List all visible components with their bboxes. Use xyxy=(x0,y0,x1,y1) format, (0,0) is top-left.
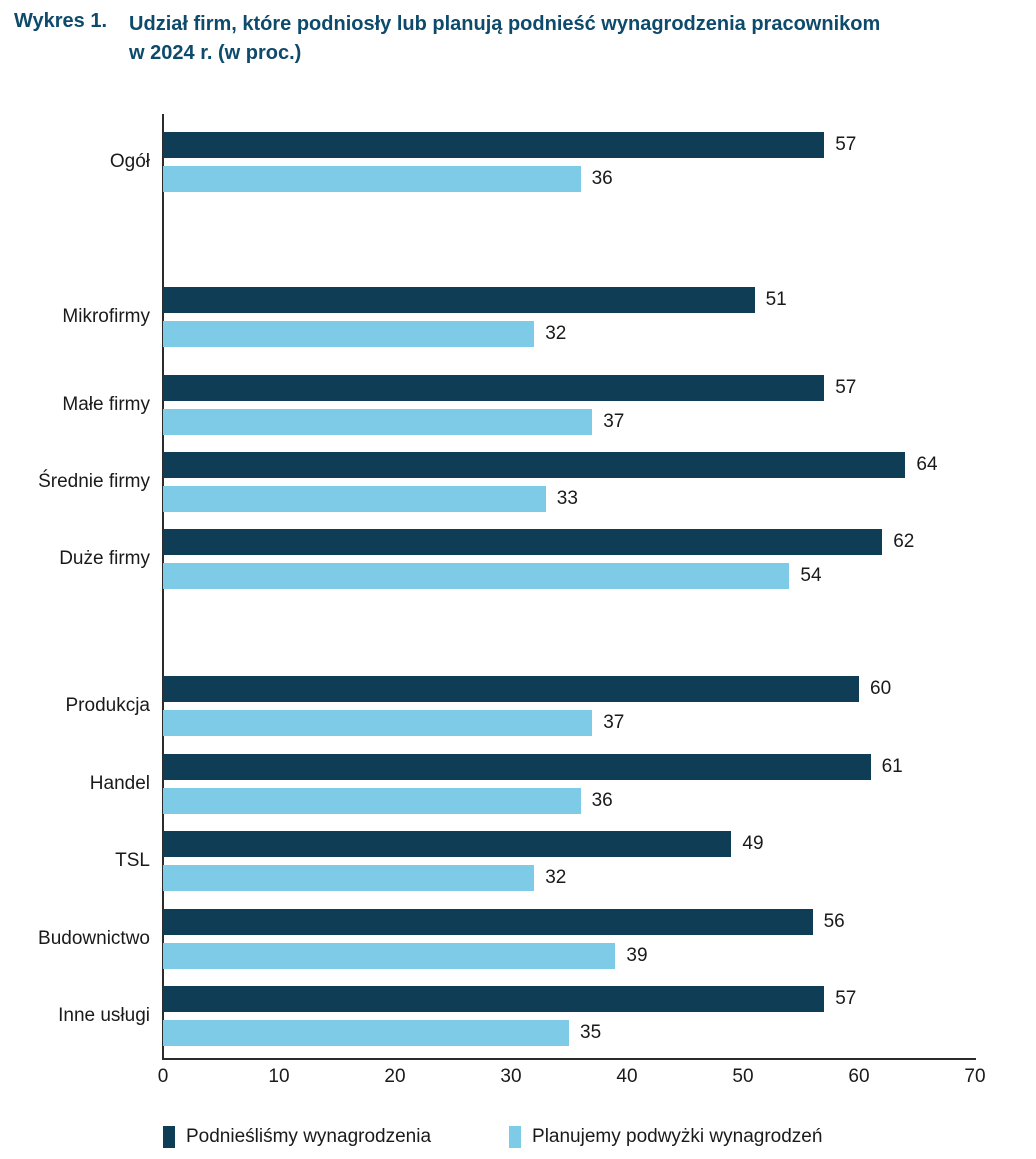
category-labels xyxy=(0,114,150,1064)
bar xyxy=(163,375,824,401)
bar-group xyxy=(163,909,975,969)
bar xyxy=(163,909,813,935)
bar-value-label: 32 xyxy=(545,867,567,888)
bar-value-label: 62 xyxy=(893,531,915,552)
bar-row xyxy=(163,375,856,401)
bar-value-label: 39 xyxy=(626,945,648,966)
legend-label: Planujemy podwyżki wynagrodzeń xyxy=(532,1126,823,1147)
bar-value-label: 57 xyxy=(835,377,857,398)
bar-group xyxy=(163,132,975,192)
bar-value-label: 60 xyxy=(870,678,892,699)
bar-row xyxy=(163,754,903,780)
x-tick-label: 10 xyxy=(268,1066,290,1087)
category-label: Małe firmy xyxy=(62,394,150,415)
bar xyxy=(163,409,592,435)
bar xyxy=(163,529,882,555)
bar-value-label: 37 xyxy=(603,712,625,733)
category-label: Mikrofirmy xyxy=(62,306,150,327)
bar xyxy=(163,1020,569,1046)
bar-value-label: 33 xyxy=(556,488,578,509)
bar-value-label: 56 xyxy=(823,911,845,932)
x-tick-label: 0 xyxy=(157,1066,169,1087)
bar-value-label: 54 xyxy=(800,565,822,586)
bar-value-label: 36 xyxy=(591,790,613,811)
bar-group xyxy=(163,831,975,891)
x-tick-label: 60 xyxy=(848,1066,870,1087)
bar xyxy=(163,486,546,512)
x-tick-label: 40 xyxy=(616,1066,638,1087)
bar-value-label: 57 xyxy=(835,134,857,155)
bar xyxy=(163,321,534,347)
bar-chart xyxy=(0,104,1036,1087)
legend-swatch-icon xyxy=(509,1126,521,1148)
x-tick-label: 30 xyxy=(500,1066,522,1087)
bar-group xyxy=(163,754,975,814)
bar xyxy=(163,943,615,969)
bar-value-label: 51 xyxy=(765,289,787,310)
bar-row xyxy=(163,986,856,1012)
bar-row xyxy=(163,676,891,702)
bar-row xyxy=(163,132,856,158)
bar xyxy=(163,676,859,702)
bar-row xyxy=(163,287,787,313)
category-label: Średnie firmy xyxy=(38,471,150,492)
category-label: Produkcja xyxy=(65,695,150,716)
bar xyxy=(163,831,731,857)
bar-value-label: 57 xyxy=(835,988,857,1009)
bar-row xyxy=(163,452,938,478)
bar-row xyxy=(163,486,578,512)
x-tick-label: 20 xyxy=(384,1066,406,1087)
bar-row xyxy=(163,1020,601,1046)
bar-group xyxy=(163,986,975,1046)
category-label: Inne usługi xyxy=(58,1005,150,1026)
bar-row xyxy=(163,865,566,891)
bar-group xyxy=(163,375,975,435)
bar-row xyxy=(163,788,613,814)
page-title: Udział firm, które podniosły lub planują podnieść wynagrodzenia pracownikom w 2024 r. (w proc.) xyxy=(129,13,881,64)
x-tick-label: 70 xyxy=(964,1066,986,1087)
bar-value-label: 64 xyxy=(916,454,938,475)
bar-value-label: 32 xyxy=(545,323,567,344)
bar-row xyxy=(163,321,566,347)
legend-swatch-icon xyxy=(163,1126,175,1148)
category-label: Handel xyxy=(89,773,150,794)
bar xyxy=(163,710,592,736)
bar-row xyxy=(163,831,764,857)
bar-row xyxy=(163,409,624,435)
bar-group xyxy=(163,287,975,347)
category-label: Duże firmy xyxy=(59,548,150,569)
bar xyxy=(163,865,534,891)
bar-row xyxy=(163,563,822,589)
bar xyxy=(163,132,824,158)
chart-legend xyxy=(163,1126,822,1148)
legend-item-podnieslismy xyxy=(163,1126,431,1148)
legend-item-planujemy xyxy=(509,1126,822,1148)
category-label: Budownictwo xyxy=(38,928,150,949)
bar-value-label: 61 xyxy=(881,756,903,777)
bar-row xyxy=(163,529,914,555)
bar-group xyxy=(163,452,975,512)
bar-row xyxy=(163,166,613,192)
bar xyxy=(163,287,755,313)
bar-row xyxy=(163,943,648,969)
plot-area xyxy=(163,114,975,1064)
bar-value-label: 36 xyxy=(591,168,613,189)
bar xyxy=(163,986,824,1012)
chart-title-block xyxy=(14,10,1014,68)
figure-label: Wykres 1. xyxy=(14,10,108,32)
bar-group xyxy=(163,676,975,736)
legend-label: Podnieśliśmy wynagrodzenia xyxy=(186,1126,432,1147)
bar-row xyxy=(163,909,845,935)
bar-value-label: 37 xyxy=(603,411,625,432)
bar xyxy=(163,563,789,589)
bar xyxy=(163,452,905,478)
bar-value-label: 49 xyxy=(742,833,764,854)
category-label: TSL xyxy=(115,850,150,871)
x-tick-label: 50 xyxy=(732,1066,754,1087)
bar xyxy=(163,754,871,780)
bar-group xyxy=(163,529,975,589)
bar xyxy=(163,166,581,192)
bar xyxy=(163,788,581,814)
category-label: Ogół xyxy=(109,151,150,172)
bar-value-label: 35 xyxy=(580,1022,602,1043)
x-axis-ticks xyxy=(157,1066,986,1096)
bar-row xyxy=(163,710,624,736)
